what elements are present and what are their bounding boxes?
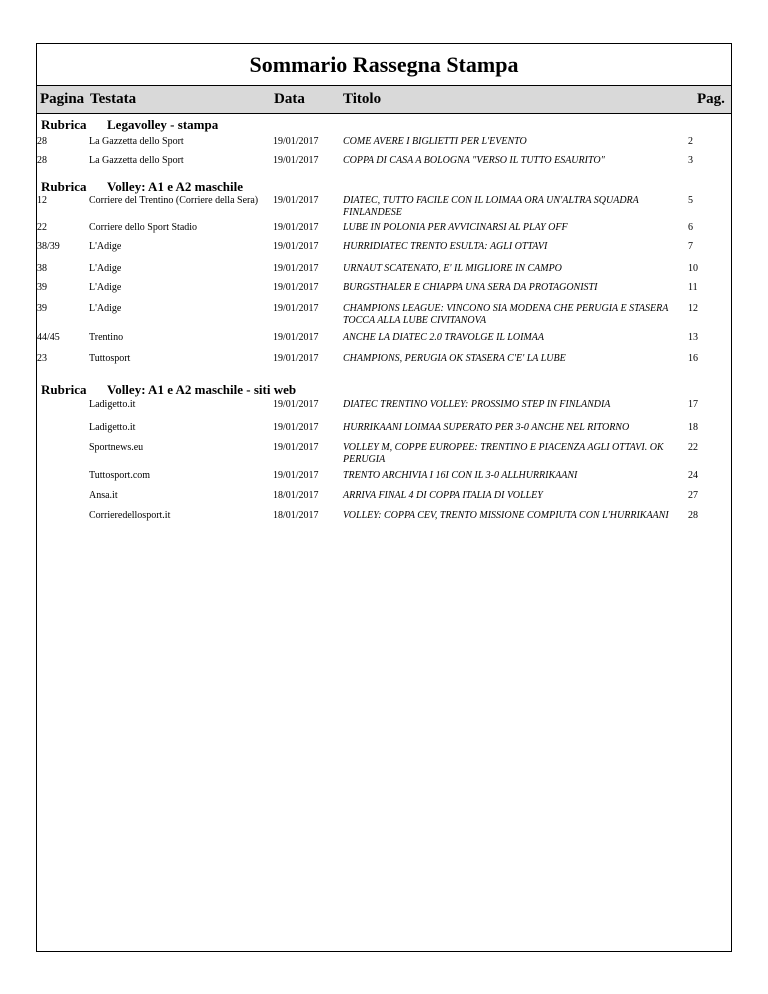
- table-row: [37, 263, 731, 282]
- table-row: [37, 155, 731, 176]
- cell-data: 19/01/2017: [273, 222, 319, 233]
- cell-pag: 16: [688, 353, 698, 364]
- cell-data: 19/01/2017: [273, 195, 319, 206]
- cell-data: 18/01/2017: [273, 490, 319, 501]
- cell-testata: La Gazzetta dello Sport: [89, 155, 184, 166]
- cell-titolo: CHAMPIONS LEAGUE: VINCONO SIA MODENA CHE PERUGIA E STASERA TOCCA ALLA LUBE CIVITANOVA: [343, 303, 669, 326]
- cell-testata: Corrieredellosport.it: [89, 510, 171, 521]
- rubrica-label: Rubrica: [41, 117, 87, 132]
- table-row: [37, 442, 731, 470]
- cell-pag: 12: [688, 303, 698, 314]
- cell-testata: L'Adige: [89, 303, 122, 314]
- table-row: [37, 332, 731, 353]
- cell-pag: 2: [688, 136, 693, 147]
- column-header-pag: Pag.: [697, 91, 725, 107]
- cell-testata: Corriere del Trentino (Corriere della Sera): [89, 195, 259, 206]
- cell-data: 19/01/2017: [273, 422, 319, 433]
- table-row: [37, 222, 731, 241]
- table-row: [37, 241, 731, 263]
- cell-testata: L'Adige: [89, 263, 122, 274]
- cell-data: 19/01/2017: [273, 303, 319, 314]
- cell-pagina: 22: [37, 222, 47, 233]
- cell-pag: 7: [688, 241, 693, 252]
- title-box: [37, 44, 731, 86]
- section-header: [37, 114, 731, 136]
- section-header: [37, 379, 731, 399]
- cell-testata: Tuttosport: [89, 353, 131, 364]
- cell-titolo: COPPA DI CASA A BOLOGNA "VERSO IL TUTTO ESAURITO": [343, 155, 605, 166]
- table-body: [37, 114, 731, 536]
- cell-titolo: ARRIVA FINAL 4 DI COPPA ITALIA DI VOLLEY: [343, 490, 543, 501]
- cell-pagina: 44/45: [37, 332, 60, 343]
- cell-titolo: CHAMPIONS, PERUGIA OK STASERA C'E' LA LUBE: [343, 353, 566, 364]
- column-header-pagina: Pagina: [40, 91, 85, 107]
- cell-titolo: VOLLEY: COPPA CEV, TRENTO MISSIONE COMPIUTA CON L'HURRIKAANI: [343, 510, 669, 521]
- section-name: Volley: A1 e A2 maschile - siti web: [107, 382, 297, 397]
- cell-data: 18/01/2017: [273, 510, 319, 521]
- table-row: [37, 399, 731, 422]
- cell-pag: 13: [688, 332, 698, 343]
- rubrica-label: Rubrica: [41, 179, 87, 194]
- section-header: [37, 176, 731, 195]
- cell-pag: 3: [688, 155, 693, 166]
- cell-titolo: DIATEC, TUTTO FACILE CON IL LOIMAA ORA UN'ALTRA SQUADRA FINLANDESE: [343, 195, 639, 218]
- cell-data: 19/01/2017: [273, 155, 319, 166]
- cell-pagina: 28: [37, 136, 47, 147]
- cell-titolo: HURRIKAANI LOIMAA SUPERATO PER 3-0 ANCHE NEL RITORNO: [343, 422, 630, 433]
- cell-titolo: BURGSTHALER E CHIAPPA UNA SERA DA PROTAGONISTI: [343, 282, 598, 293]
- cell-data: 19/01/2017: [273, 282, 319, 293]
- cell-pag: 24: [688, 470, 698, 481]
- column-header-data: Data: [274, 91, 305, 107]
- cell-pagina: 38/39: [37, 241, 60, 252]
- cell-pag: 28: [688, 510, 698, 521]
- cell-titolo: DIATEC TRENTINO VOLLEY: PROSSIMO STEP IN FINLANDIA: [343, 399, 611, 410]
- cell-data: 19/01/2017: [273, 470, 319, 481]
- cell-testata: Ladigetto.it: [89, 422, 136, 433]
- column-header-testata: Testata: [90, 91, 137, 107]
- cell-data: 19/01/2017: [273, 241, 319, 252]
- cell-pagina: 38: [37, 263, 47, 274]
- cell-titolo: VOLLEY M, COPPE EUROPEE: TRENTINO E PIACENZA AGLI OTTAVI. OK PERUGIA: [343, 442, 664, 465]
- cell-testata: Tuttosport.com: [89, 470, 151, 481]
- summary-frame: [36, 43, 732, 952]
- cell-testata: Ansa.it: [89, 490, 118, 501]
- cell-testata: Corriere dello Sport Stadio: [89, 222, 198, 233]
- cell-pagina: 23: [37, 353, 47, 364]
- cell-testata: Ladigetto.it: [89, 399, 136, 410]
- table-row: [37, 422, 731, 442]
- table-row: [37, 136, 731, 155]
- page-title: Sommario Rassegna Stampa: [249, 52, 519, 77]
- cell-titolo: LUBE IN POLONIA PER AVVICINARSI AL PLAY OFF: [343, 222, 568, 233]
- cell-titolo: ANCHE LA DIATEC 2.0 TRAVOLGE IL LOIMAA: [343, 332, 544, 343]
- cell-data: 19/01/2017: [273, 332, 319, 343]
- cell-pagina: 39: [37, 303, 47, 314]
- cell-pag: 18: [688, 422, 698, 433]
- cell-pagina: 28: [37, 155, 47, 166]
- cell-pag: 17: [688, 399, 698, 410]
- cell-titolo: COME AVERE I BIGLIETTI PER L'EVENTO: [343, 136, 527, 147]
- cell-pag: 22: [688, 442, 698, 453]
- cell-data: 19/01/2017: [273, 442, 319, 453]
- cell-pag: 5: [688, 195, 693, 206]
- table-row: [37, 303, 731, 332]
- cell-pag: 10: [688, 263, 698, 274]
- rubrica-label: Rubrica: [41, 382, 87, 397]
- cell-data: 19/01/2017: [273, 263, 319, 274]
- table-row: [37, 490, 731, 510]
- cell-testata: Sportnews.eu: [89, 442, 144, 453]
- cell-pag: 6: [688, 222, 693, 233]
- cell-testata: La Gazzetta dello Sport: [89, 136, 184, 147]
- cell-pagina: 39: [37, 282, 47, 293]
- table-row: [37, 510, 731, 536]
- table-header: [37, 86, 731, 114]
- section-name: Volley: A1 e A2 maschile: [107, 179, 244, 194]
- cell-testata: L'Adige: [89, 241, 122, 252]
- cell-pag: 27: [688, 490, 698, 501]
- cell-pagina: 12: [37, 195, 47, 206]
- table-row: [37, 195, 731, 222]
- table-row: [37, 353, 731, 379]
- cell-data: 19/01/2017: [273, 136, 319, 147]
- cell-titolo: HURRIDIATEC TRENTO ESULTA: AGLI OTTAVI: [343, 241, 548, 252]
- section-name: Legavolley - stampa: [107, 117, 219, 132]
- cell-pag: 11: [688, 282, 698, 293]
- table-row: [37, 282, 731, 303]
- column-header-titolo: Titolo: [343, 91, 382, 107]
- cell-testata: Trentino: [89, 332, 124, 343]
- cell-titolo: URNAUT SCATENATO, E' IL MIGLIORE IN CAMPO: [343, 263, 562, 274]
- cell-titolo: TRENTO ARCHIVIA I 16I CON IL 3-0 ALLHURRIKAANI: [343, 470, 578, 481]
- cell-data: 19/01/2017: [273, 353, 319, 364]
- cell-data: 19/01/2017: [273, 399, 319, 410]
- table-row: [37, 470, 731, 490]
- cell-testata: L'Adige: [89, 282, 122, 293]
